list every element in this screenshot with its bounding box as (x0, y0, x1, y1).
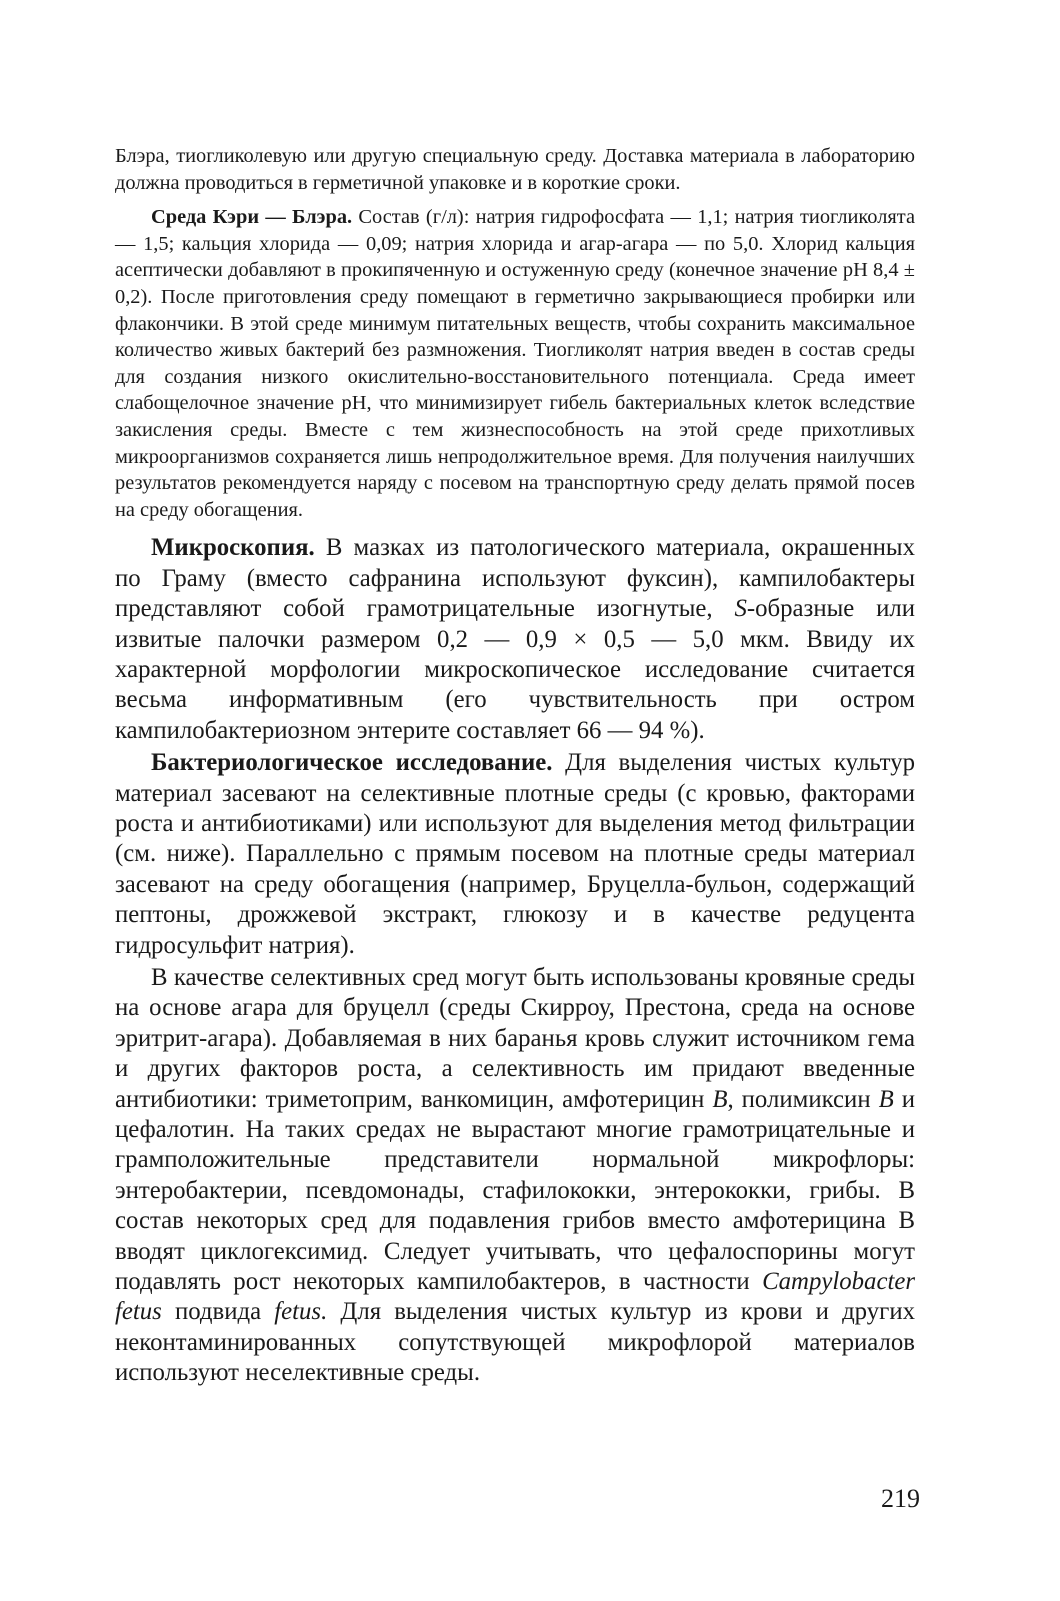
paragraph-selective-text-2: , полимиксин (727, 1085, 879, 1113)
page-body (115, 143, 915, 1389)
paragraph-selective-text-5: Для выделения чистых культур из крови и других неконтаминированных сопутствующей микрофлорой материалов используют неселективные среды. (115, 1298, 915, 1387)
italic-species-name: Campylobacter fetus (115, 1268, 915, 1326)
italic-s-letter: S (734, 595, 747, 623)
paragraph-intro-text: Блэра, тиогликолевую или другую специальную среду. Доставка материала в лабораторию должна проводиться в герметичной упаковке и в короткие сроки. (115, 145, 915, 194)
paragraph-microscopy (115, 533, 915, 746)
paragraph-selective (115, 963, 915, 1389)
page-number: 219 (881, 1484, 920, 1513)
heading-microscopy: Микроскопия. (151, 534, 315, 562)
italic-b-1: B (712, 1085, 728, 1113)
paragraph-selective-text-4: подвида (161, 1298, 275, 1326)
heading-bacteriology: Бактериологическое исследование. (151, 749, 553, 777)
paragraph-bacteriology (115, 748, 915, 961)
paragraph-selective-text-1: В качестве селективных сред могут быть использованы кровяные среды на основе агара для бруцелл (среды Скирроу, Престона, среда на основе эритрит-агара). Добавляемая в них баранья кровь служит источником гема и других факторов роста, а селективность им придают введенные антибиотики: триметоприм, ванкомицин, амфотерицин (115, 964, 915, 1113)
paragraph-microscopy-text-1: В мазках из патологического материала, окрашенных по Граму (вместо сафранина используют фуксин), кампилобактеры представляют собой грамотрицательные изогнутые, (115, 534, 915, 623)
paragraph-medium-text: Состав (г/л): натрия гидрофосфата — 1,1; натрия тиогликолята — 1,5; кальция хлорида — 0,09; натрия хлорида и агар-агара — по 5,0. Хлорид кальция асептически добавляют в прокипяченную и остуженную среду (конечное значение pH 8,4 ± 0,2). После приготовления среду помещают в герметично закрывающиеся пробирки или флакончики. В этой среде минимум питательных веществ, чтобы сохранить максимальное количество живых бактерий без размножения. Тиогликолят натрия введен в состав среды для создания низкого окислительно-восстановительного потенциала. Среда имеет слабощелочное значение pH, что минимизирует гибель бактериальных клеток вследствие закисления среды. Вместе с тем жизнеспособность на этой среде прихотливых микроорганизмов сохраняется лишь непродолжительное время. Для получения наилучших результатов рекомендуется наряду с посевом на транспортную среду делать прямой посев на среду обогащения. (115, 206, 915, 521)
italic-b-2: B (878, 1085, 894, 1113)
paragraph-medium (115, 204, 915, 523)
paragraph-bacteriology-text: Для выделения чистых культур материал засевают на селективные плотные среды (с кровью, факторами роста и антибиотиками) или используют для выделения метод фильтрации (см. ниже). Параллельно с прямым посевом на плотные среды материал засевают на среду обогащения (например, Бруцелла-бульон, содержащий пептоны, дрожжевой экстракт, глюкозу и в качестве редуцента гидросульфит натрия). (115, 749, 915, 959)
heading-medium: Среда Кэри — Блэра. (151, 206, 353, 229)
paragraph-selective-text-3: и цефалотин. На таких средах не вырастают многие грамотрицательные и грамположительные представители нормальной микрофлоры: энтеробактерии, псевдомонады, стафилококки, энтерококки, грибы. В состав некоторых сред для подавления грибов вместо амфотерицина В вводят циклогексимид. Следует учитывать, что цефалоспорины могут подавлять рост некоторых кампилобактеров, в частности (115, 1085, 915, 1296)
paragraph-intro (115, 143, 915, 196)
italic-subspecies-name: fetus. (274, 1298, 328, 1326)
paragraph-microscopy-text-2: -образные или извитые палочки размером 0,2 — 0,9 × 0,5 — 5,0 мкм. Ввиду их характерной морфологии микроскопическое исследование считается весьма информативным (его чувствительность при остром кампилобактериозном энтерите составляет 66 — 94 %). (115, 595, 915, 744)
